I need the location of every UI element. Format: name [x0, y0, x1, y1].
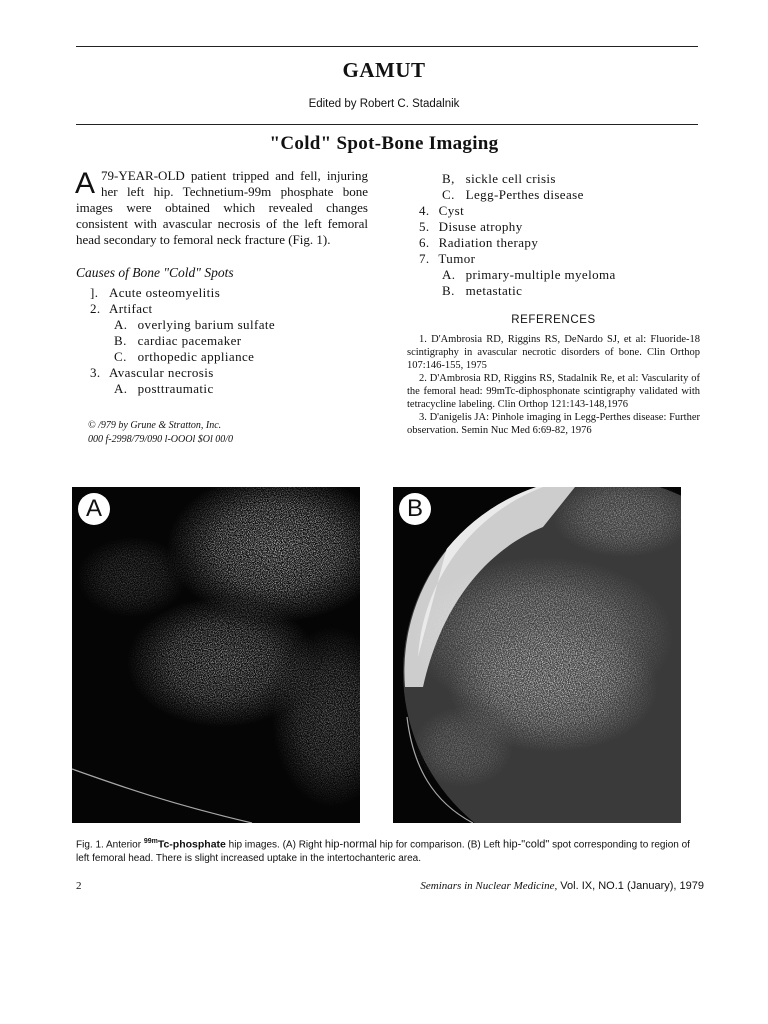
header-rule	[76, 124, 698, 125]
list-text: Avascular necrosis	[108, 365, 214, 380]
page-number: 2	[76, 880, 82, 892]
caption-text-1: hip images. (A) Right	[225, 839, 325, 851]
reference-item	[407, 372, 700, 411]
list-text: Tumor	[438, 251, 476, 266]
list-item	[407, 267, 700, 283]
list-marker: 6.	[419, 235, 430, 250]
list-text: cardiac pacemaker	[137, 333, 242, 348]
panel-label-b: B	[399, 493, 431, 525]
caption-emphasis-normal: hip-normal	[324, 838, 377, 851]
journal-title: Seminars in Nuclear Medicine,	[420, 880, 558, 892]
caption-text-3: spot corresponding to region of left femoral head. There is slight increased uptake in the intertochanteric area.	[76, 839, 690, 865]
reference-number: 1.	[419, 334, 427, 345]
reference-text: D'Ambrosia RD, Riggins RS, DeNardo SJ, et al: Fluoride-18 scintigraphy in avascular necrotic disorders of bone. Clin Orthop 107:146-155, 1975	[407, 334, 700, 371]
caption-emphasis-cold: hip-"cold"	[502, 838, 550, 851]
list-text: primary-multiple myeloma	[465, 267, 616, 282]
list-item	[76, 285, 368, 301]
figure-panel-b	[393, 487, 681, 823]
copyright-line: © /979 by Grune & Stratton, Inc.	[88, 420, 222, 431]
list-text: Legg-Perthes disease	[465, 187, 584, 202]
list-text: Disuse atrophy	[438, 219, 523, 234]
list-text: Cyst	[438, 203, 465, 218]
list-text: Acute osteomyelitis	[108, 285, 221, 300]
list-marker: A.	[442, 267, 456, 282]
list-marker: 2.	[90, 301, 101, 316]
list-item	[76, 349, 368, 365]
list-text: metastatic	[465, 283, 523, 298]
list-item	[76, 301, 368, 317]
list-marker: B.	[114, 333, 127, 348]
list-item	[407, 187, 700, 203]
figure-panel-a	[72, 487, 360, 823]
reference-number: 2.	[419, 373, 427, 384]
list-item	[407, 251, 700, 267]
list-item	[76, 381, 368, 397]
list-item	[76, 333, 368, 349]
list-item	[407, 283, 700, 299]
scan-image-b	[393, 487, 681, 823]
reference-item	[407, 411, 700, 437]
causes-list-left	[76, 285, 368, 397]
list-marker: 4.	[419, 203, 430, 218]
causes-heading: Causes of Bone "Cold" Spots	[76, 265, 234, 280]
caption-lead: Fig. 1. Anterior	[76, 839, 144, 851]
drop-cap: A	[75, 167, 96, 200]
list-marker: A.	[114, 317, 128, 332]
list-item	[76, 365, 368, 381]
references-heading: REFERENCES	[511, 314, 596, 326]
list-marker: A.	[114, 381, 128, 396]
journal-issue: Vol. IX, NO.1 (January), 1979	[557, 880, 704, 892]
reference-text: D'anigelis JA: Pinhole imaging in Legg-Perthes disease: Further observation. Semin Nuc Med 6:69-82, 1976	[407, 412, 700, 436]
right-column	[407, 171, 700, 437]
editor-line: Edited by Robert C. Stadalnik	[308, 98, 460, 110]
list-marker: ].	[90, 285, 99, 300]
reference-item	[407, 333, 700, 372]
reference-number: 3.	[419, 412, 427, 423]
top-rule	[76, 46, 698, 47]
list-marker: C.	[114, 349, 127, 364]
list-text: Radiation therapy	[438, 235, 539, 250]
journal-citation	[420, 880, 704, 892]
list-item	[407, 203, 700, 219]
list-text: orthopedic appliance	[137, 349, 255, 364]
intro-paragraph	[76, 168, 368, 248]
scan-image-a	[72, 487, 360, 823]
section-title: GAMUT	[342, 58, 426, 82]
list-marker: C.	[442, 187, 455, 202]
caption-text-2: hip for comparison. (B) Left	[376, 839, 503, 851]
references-list	[407, 333, 700, 437]
list-text: sickle cell crisis	[465, 171, 556, 186]
figure-caption	[76, 835, 704, 866]
reference-text: D'Ambrosia RD, Riggins RS, Stadalnik Re, et al: Vascularity of the femoral head: 99mTc-diphosphonate scintigraphy validated with tetracycline labeling. Clin Orthop 121:143-148,1976	[407, 373, 700, 410]
list-text: overlying barium sulfate	[137, 317, 276, 332]
article-title: "Cold" Spot-Bone Imaging	[269, 133, 499, 154]
list-marker: B.	[442, 283, 455, 298]
list-item	[407, 235, 700, 251]
causes-list-right	[407, 171, 700, 299]
intro-text: 79-YEAR-OLD patient tripped and fell, injuring her left hip. Technetium-99m phosphate bone images were obtained which revealed changes consistent with avascular necrosis of the left femoral head secondary to femoral neck fracture (Fig. 1).	[76, 168, 368, 247]
caption-isotope-mass: 99m	[143, 838, 158, 845]
list-marker: B,	[442, 171, 455, 186]
list-marker: 3.	[90, 365, 101, 380]
list-marker: 5.	[419, 219, 430, 234]
list-item	[76, 317, 368, 333]
caption-isotope: Tc-phosphate	[157, 838, 226, 851]
copyright-code: 000 f-2998/79/090 l-OOOl $Ol 00/0	[88, 434, 233, 445]
list-item	[407, 219, 700, 235]
list-text: posttraumatic	[137, 381, 214, 396]
panel-label-a: A	[78, 493, 110, 525]
list-marker: 7.	[419, 251, 430, 266]
list-text: Artifact	[108, 301, 153, 316]
left-column	[76, 168, 368, 447]
list-item	[407, 171, 700, 187]
copyright-notice	[76, 419, 368, 447]
